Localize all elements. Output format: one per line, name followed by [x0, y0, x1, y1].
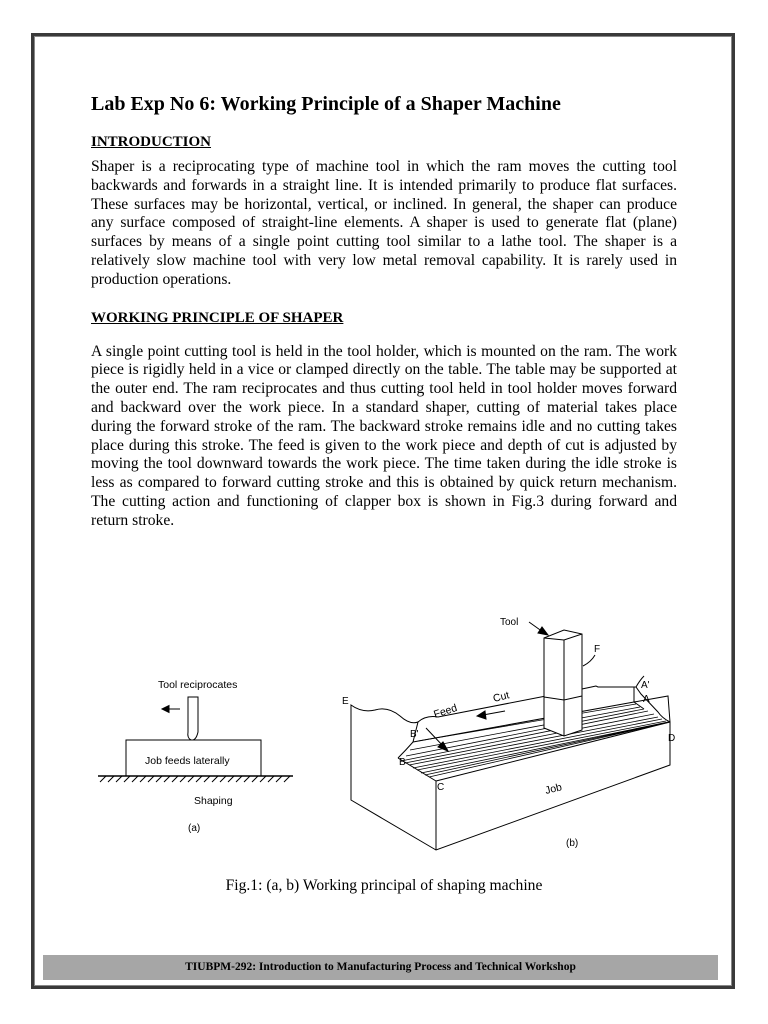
- figure-b-point-E: E: [342, 696, 349, 707]
- figure-caption: Fig.1: (a, b) Working principal of shaping machine: [225, 877, 543, 894]
- figure-a-tool-label: Tool reciprocates: [158, 679, 238, 691]
- document-body: [91, 90, 677, 531]
- figure-b-job-label: Job: [543, 781, 564, 797]
- figure-a-tool: [188, 697, 198, 740]
- figure-a-caption: Shaping: [194, 795, 233, 807]
- figure-b-tool: [544, 630, 582, 736]
- figure-b-point-D: D: [668, 733, 676, 744]
- figure-b-point-C: C: [437, 782, 445, 793]
- figure-a: [98, 679, 293, 834]
- figure-b-point-B-prime: B': [410, 729, 419, 740]
- shaper-figure: [88, 610, 688, 860]
- page-title: Lab Exp No 6: Working Principle of a Shaper Machine: [91, 93, 561, 115]
- figure-b-cut-label: Cut: [491, 689, 511, 705]
- intro-heading: INTRODUCTION: [91, 134, 212, 150]
- figure-b-feed-label: Feed: [432, 702, 459, 721]
- figure-b-point-B: B: [399, 757, 406, 768]
- intro-paragraph: Shaper is a reciprocating type of machine tool in which the ram moves the cutting tool backwards and forwards in a straight line. It is intended primarily to produce flat surfaces. These surfaces may be horizontal, vertical, or inclined. In general, the shaper can produce any surface composed of straight-line elements. A shaper is used to generate flat (plane) surfaces by means of a single point cutting tool similar to a lathe tool. The shaper is a relatively slow machine tool with very low metal removal capability. It is rarely used in production operations.: [91, 158, 677, 288]
- figure-b-point-A-prime: A': [641, 680, 650, 691]
- figure-b-point-A: A: [643, 694, 650, 705]
- figure-a-subcaption: (a): [188, 823, 201, 834]
- figure-b-subcaption: (b): [566, 838, 579, 849]
- figure-b-tool-label: Tool: [500, 617, 519, 628]
- figure-a-job-label: Job feeds laterally: [145, 755, 230, 767]
- working-principle-paragraph: A single point cutting tool is held in the tool holder, which is mounted on the ram. The work piece is rigidly held in a vice or clamped directly on the table. The table may be supported at the outer end. The ram reciprocates and thus cutting tool held in tool holder moves forward and backward over the work piece. In a standard shaper, cutting of material takes place during the forward stroke of the ram. The backward stroke remains idle and no cutting takes place during this stroke. The feed is given to the work piece and depth of cut is adjusted by moving the tool downward towards the work piece. The time taken during the idle stroke is less as compared to forward cutting stroke and this is obtained by quick return mechanism. The cutting action and functioning of clapper box is shown in Fig.3 during forward and return stroke.: [91, 342, 677, 529]
- figure-b-point-F: F: [594, 644, 601, 655]
- page-footer: TIUBPM-292: Introduction to Manufacturing Process and Technical Workshop: [43, 955, 718, 980]
- working-principle-heading: WORKING PRINCIPLE OF SHAPER: [91, 309, 344, 326]
- figure-b: [342, 617, 675, 850]
